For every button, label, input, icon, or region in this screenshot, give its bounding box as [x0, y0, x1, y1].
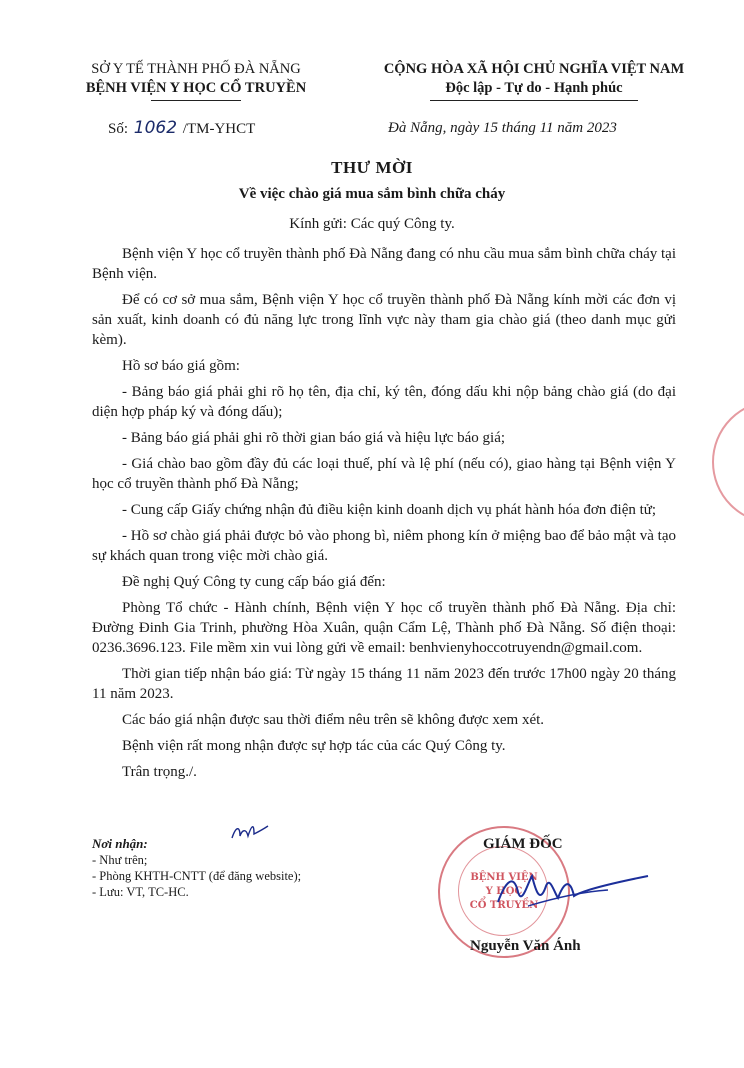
recipient-item: - Lưu: VT, TC-HC. — [92, 885, 189, 899]
issue-date: Đà Nẵng, ngày 15 tháng 11 năm 2023 — [388, 120, 617, 136]
department-name: SỞ Y TẾ THÀNH PHỐ ĐÀ NẴNG — [91, 61, 301, 77]
document-number-value: 1062 — [133, 118, 178, 138]
paragraph: - Bảng báo giá phải ghi rõ thời gian báo giá và hiệu lực báo giá; — [122, 430, 506, 446]
paragraph: - Bảng báo giá phải ghi rõ họ tên, địa chỉ, ký tên, đóng dấu khi nộp bảng chào giá (do đại diện hợp pháp ký và đóng dấu); — [92, 384, 676, 420]
document-title: THƯ MỜI — [331, 158, 413, 177]
header-divider-left — [151, 100, 241, 101]
handwritten-signature — [488, 862, 658, 922]
paragraph: Đề nghị Quý Công ty cung cấp báo giá đến: — [122, 574, 386, 590]
paragraph: - Hồ sơ chào giá phải được bỏ vào phong bì, niêm phong kín ở miệng bao để bảo mật và tạo sự khách quan trong việc mời chào giá. — [92, 528, 676, 564]
signer-title: GIÁM ĐỐC — [483, 836, 563, 852]
seal-text: Y HỌC — [485, 886, 523, 897]
document-subtitle: Về việc chào giá mua sắm bình chữa cháy — [238, 186, 506, 202]
paragraph: Các báo giá nhận được sau thời điểm nêu trên sẽ không được xem xét. — [122, 712, 545, 728]
seal-text: CỔ TRUYỀN — [469, 900, 539, 911]
paragraph: - Giá chào bao gồm đầy đủ các loại thuế, phí và lệ phí (nếu có), giao hàng tại Bệnh viện Y học cổ truyền thành phố Đà Nẵng; — [92, 456, 676, 492]
document-number — [108, 118, 255, 138]
signer-name: Nguyễn Văn Ánh — [470, 938, 581, 954]
partial-seal — [712, 400, 744, 524]
document-number-prefix: Số: — [108, 121, 129, 137]
recipient-item: - Phòng KHTH-CNTT (để đăng website); — [92, 869, 302, 883]
recipient-item: - Như trên; — [92, 853, 148, 867]
greeting: Kính gửi: Các quý Công ty. — [289, 216, 455, 232]
country-name: CỘNG HÒA XÃ HỘI CHỦ NGHĨA VIỆT NAM — [383, 61, 685, 77]
recipients-block — [92, 836, 301, 900]
paragraph: Bệnh viện rất mong nhận được sự hợp tác của các Quý Công ty. — [122, 738, 506, 754]
paragraph: - Cung cấp Giấy chứng nhận đủ điều kiện kinh doanh dịch vụ phát hành hóa đơn điện tử; — [122, 502, 657, 518]
paragraph: Để có cơ sở mua sắm, Bệnh viện Y học cổ truyền thành phố Đà Nẵng kính mời các đơn vị sản xuất, kinh doanh có đủ năng lực trong lĩnh vực này tham gia chào giá (theo danh mục gửi kèm). — [92, 292, 676, 348]
letter-body — [92, 244, 676, 788]
paragraph: Hồ sơ báo giá gồm: — [122, 358, 240, 374]
hospital-name: BỆNH VIỆN Y HỌC CỔ TRUYỀN — [85, 80, 307, 96]
document-number-suffix: /TM-YHCT — [182, 121, 256, 137]
motto: Độc lập - Tự do - Hạnh phúc — [445, 80, 623, 96]
closing: Trân trọng./. — [122, 764, 197, 780]
seal-text: BỆNH VIỆN — [470, 872, 538, 883]
paragraph: Bệnh viện Y học cổ truyền thành phố Đà Nẵng đang có nhu cầu mua sắm bình chữa cháy tại Bệnh viện. — [92, 246, 676, 282]
national-motto — [350, 60, 718, 101]
recipients-label: Nơi nhận: — [92, 836, 148, 851]
paragraph: Phòng Tổ chức - Hành chính, Bệnh viện Y học cổ truyền thành phố Đà Nẵng. Địa chỉ: Đường Đinh Gia Trinh, phường Hòa Xuân, quận Cẩm Lệ, Thành phố Đà Nẵng. Số điện thoại: 0236.3696.123. File mềm xin vui lòng gửi về email: benhvienyhoccotruyendn@gmail.com. — [92, 600, 676, 656]
header-divider-right — [430, 100, 638, 101]
paragraph: Thời gian tiếp nhận báo giá: Từ ngày 15 tháng 11 năm 2023 đến trước 17h00 ngày 20 tháng 11 năm 2023. — [92, 666, 676, 702]
issuing-organization — [62, 60, 330, 101]
